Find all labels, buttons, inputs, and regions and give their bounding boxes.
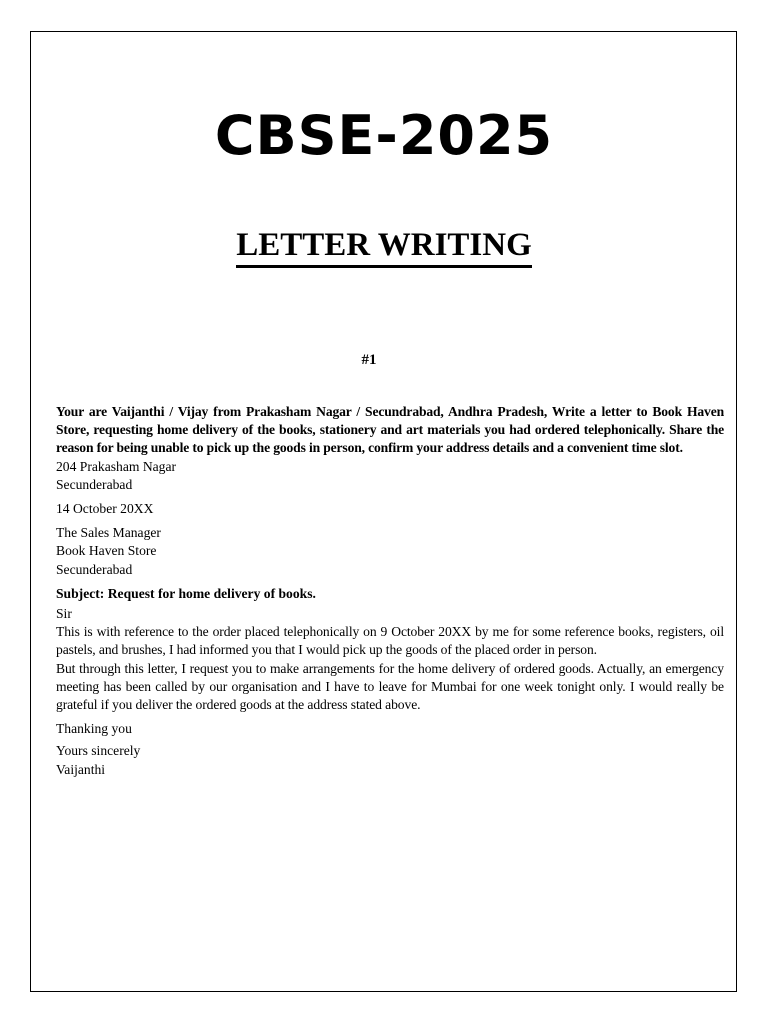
sender-address-line-2: Secunderabad — [56, 476, 133, 492]
sender-address-line-1: 204 Prakasham Nagar — [56, 458, 177, 474]
question-prompt: Your are Vaijanthi / Vijay from Prakasham Nagar / Secundrabad, Andhra Pradesh, Write a letter to Book Haven Store, requesting home delivery of the books, stationery and art materials you had ordered telephonically. Share the reason for being unable to pick up the goods in person, confirm your address details and a convenient time slot. — [56, 404, 724, 456]
body-paragraph-2: But through this letter, I request you to make arrangements for the home delivery of ordered goods. Actually, an emergency meeting has been called by our organisation and I have to leave for Mumbai for one week tonight only. I would really be grateful if you deliver the ordered goods at the address stated above. — [56, 660, 724, 713]
receiver-address-line-3: Secunderabad — [56, 561, 133, 577]
sender-address — [56, 458, 724, 494]
closing-thanks: Thanking you — [56, 721, 132, 737]
body-paragraph-1: This is with reference to the order placed telephonically on 9 October 20XX by me for some reference books, registers, oil pastels, and brushes, I had informed you that I would pick up the goods of the placed order in person. — [56, 624, 724, 658]
signature: Vaijanthi — [56, 761, 106, 777]
subtitle: LETTER WRITING — [236, 225, 532, 268]
question-number: #1 — [361, 352, 377, 368]
letter-content — [56, 403, 724, 779]
letter-date: 14 October 20XX — [56, 501, 154, 517]
salutation: Sir — [56, 606, 72, 622]
closing-sincerely: Yours sincerely — [56, 743, 141, 759]
receiver-address-line-2: Book Haven Store — [56, 543, 157, 559]
subtitle-wrapper — [0, 225, 768, 268]
receiver-address-line-1: The Sales Manager — [56, 525, 161, 541]
letter-subject: Subject: Request for home delivery of books. — [56, 585, 316, 601]
receiver-address — [56, 524, 724, 579]
main-title: CBSE-2025 — [214, 104, 554, 167]
